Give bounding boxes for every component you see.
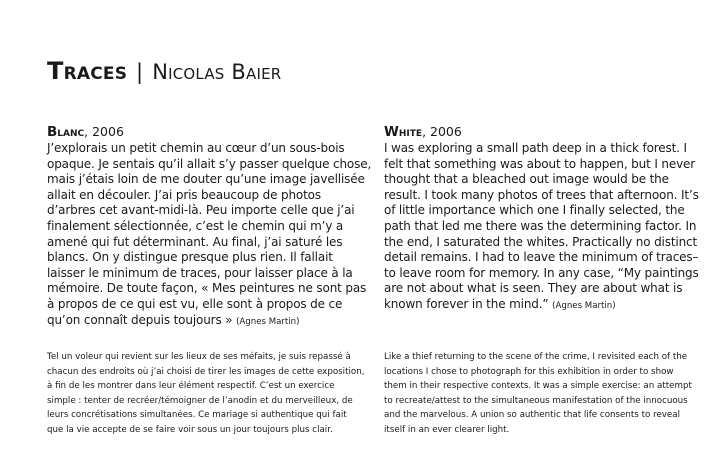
english-work-year: , 2006 [422,124,462,139]
page-title [47,57,281,86]
french-text [47,141,372,330]
french-column [47,123,372,330]
english-paragraph: I was exploring a small path deep in a thick forest. I felt that something was about to happen, but I never thought that a bleached out image would be the result. I took many photos of trees that afternoon. It’s of little importance which one I finally selected, the path that led me there was the determining factor. In the end, I saturated the whites. Practically no distinct detail remains. I had to leave the minimum of traces–to leave room for memory. In any case, “My paintings are not about what is seen. They are about what is known forever in the mind.” [384,141,699,311]
french-work-year: , 2006 [84,124,124,139]
french-attribution: (Agnes Martin) [236,316,300,327]
work-title: Traces [47,57,128,85]
french-work-title: Blanc [47,124,85,140]
french-paragraph: J’explorais un petit chemin au cœur d’un sous-bois opaque. Je sentais qu’il allait s’y passer quelque chose, mais j’étais loin de me douter qu’une image javellisée allait en découler. J’ai pris beaucoup de photos d’arbres cet avant-midi-là. Peu importe celle que j’ai finalement sélectionnée, c’est le chemin qui m’y a amené qui fut déterminant. Au final, j’ai saturé les blancs. On y distingue presque plus rien. Il fallait laisser le minimum de traces, pour laisser place à la mémoire. De toute façon, « Mes peintures ne sont pas à propos de ce qui est vu, elle sont à propos de ce qu’on connaît depuis toujours » [47,141,372,327]
english-attribution: (Agnes Martin) [552,300,616,311]
english-heading [384,123,702,141]
english-text [384,141,702,315]
artist-name: Nicolas Baier [152,60,282,84]
english-column [384,123,702,315]
title-separator: | [136,60,144,84]
french-heading [47,123,372,141]
english-work-title: White [384,124,423,140]
french-note: Tel un voleur qui revient sur les lieux de ses méfaits, je suis repassé à chacun des endroits où j’ai choisi de tirer les images de cette exposition, à fin de les montrer dans leur élément respectif. C’est un exercice simple : tenter de recréer/témoigner de l’anodin et du merveilleux, de leurs concrétisations simultanées. Ce mariage si authentique qui fait que la vie accepte de se faire voir sous un jour toujours plus clair. [47,352,365,435]
english-note: Like a thief returning to the scene of the crime, I revisited each of the locations I chose to photograph for this exhibition in order to show them in their respective contexts. It was a simple exercise: an attempt to recreate/attest to the simultaneous manifestation of the innocuous and the marvelous. A union so authentic that life consents to reveal itself in an ever clearer light. [384,352,692,435]
